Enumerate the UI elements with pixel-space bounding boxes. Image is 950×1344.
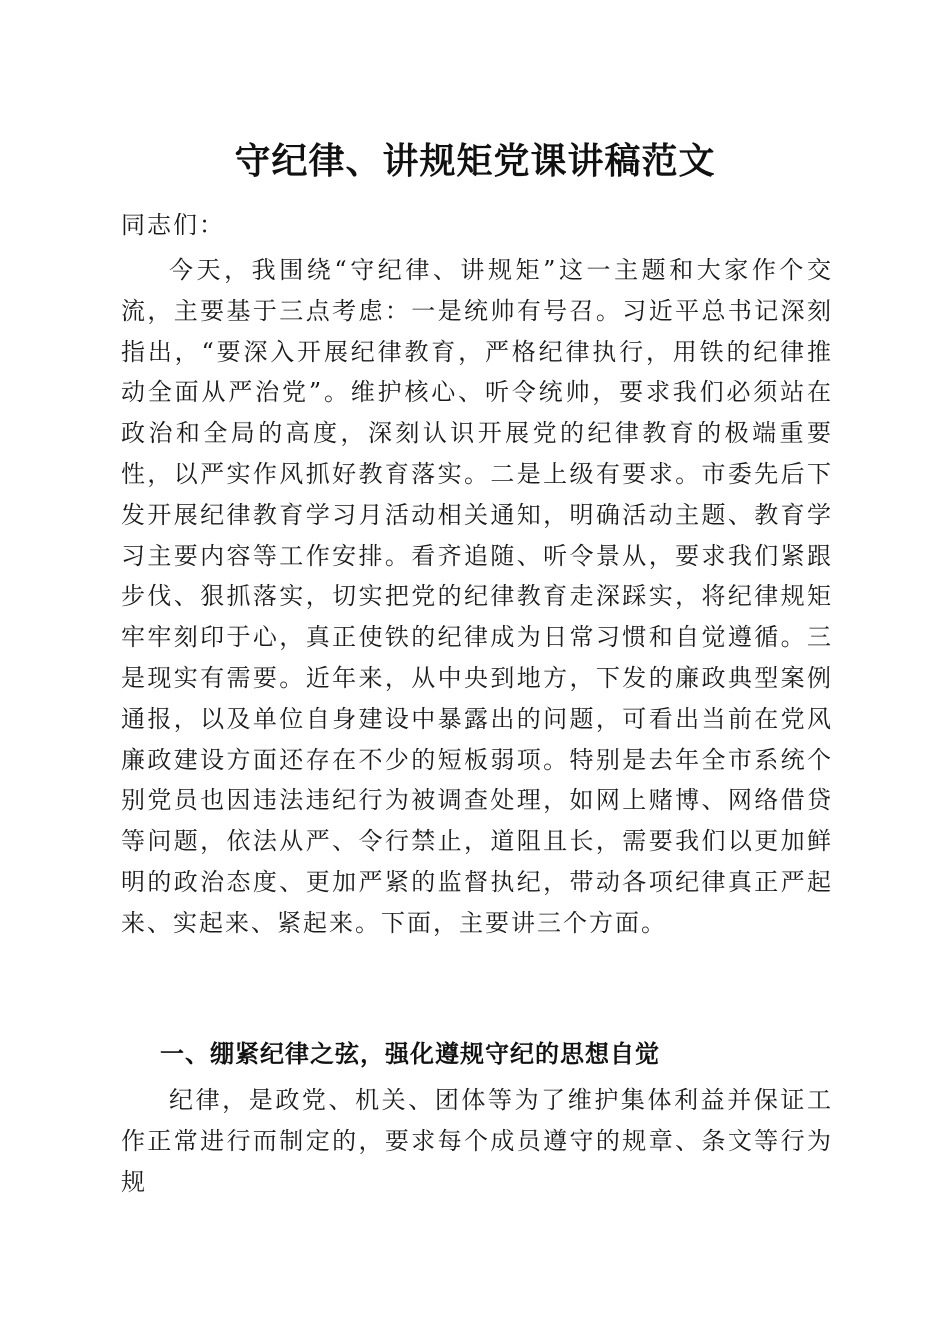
salutation: 同志们：: [121, 211, 225, 239]
section-heading-1: 一、绷紧纪律之弦，强化遵规守纪的思想自觉: [160, 1040, 660, 1068]
document-title: 守纪律、讲规矩党课讲稿范文: [234, 140, 716, 182]
section-1-paragraph: 纪律，是政党、机关、团体等为了维护集体利益并保证工作正常进行而制定的，要求每个成员遵守的规章、条文等行为规: [121, 1086, 833, 1196]
intro-paragraph: 今天，我围绕“守纪律、讲规矩”这一主题和大家作个交流，主要基于三点考虑：一是统帅有号召。习近平总书记深刻指出，“要深入开展纪律教育，严格纪律执行，用铁的纪律推动全面从严治党”。维护核心、听令统帅，要求我们必须站在政治和全局的高度，深刻认识开展党的纪律教育的极端重要性，以严实作风抓好教育落实。二是上级有要求。市委先后下发开展纪律教育学习月活动相关通知，明确活动主题、教育学习主要内容等工作安排。看齐追随、听令景从，要求我们紧跟步伐、狠抓落实，切实把党的纪律教育走深踩实，将纪律规矩牢牢刻印于心，真正使铁的纪律成为日常习惯和自觉遵循。三是现实有需要。近年来，从中央到地方，下发的廉政典型案例通报，以及单位自身建设中暴露出的问题，可看出当前在党风廉政建设方面还存在不少的短板弱项。特别是去年全市系统个别党员也因违法违纪行为被调查处理，如网上赌博、网络借贷等问题，依法从严、令行禁止，道阻且长，需要我们以更加鲜明的政治态度、更加严紧的监督执纪，带动各项纪律真正严起来、实起来、紧起来。下面，主要讲三个方面。: [121, 256, 833, 937]
